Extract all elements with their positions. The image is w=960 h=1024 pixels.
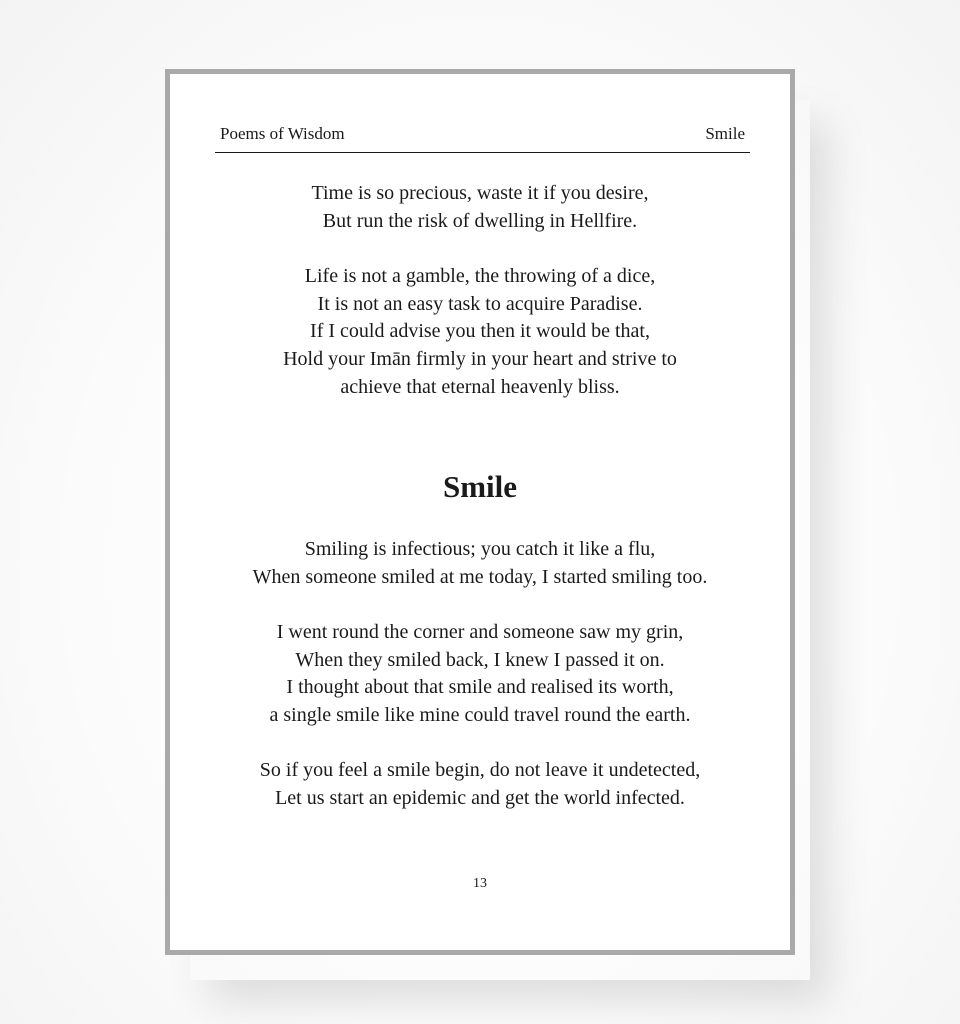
verse-line: Life is not a gamble, the throwing of a dice,	[304, 265, 656, 287]
header-book-title: Poems of Wisdom	[220, 124, 345, 143]
verse-line: It is not an easy task to acquire Paradise.	[317, 292, 643, 315]
verse-line: But run the risk of dwelling in Hellfire.	[322, 209, 638, 232]
poem-stanza-1	[170, 536, 790, 591]
poem-stanza-2	[170, 619, 790, 730]
verse-line: Time is so precious, waste it if you desire,	[311, 182, 649, 204]
verse-line: achieve that eternal heavenly bliss.	[340, 375, 620, 398]
verse-line: When someone smiled at me today, I started smiling too.	[252, 565, 708, 588]
book-page	[165, 69, 795, 955]
poem-title: Smile	[442, 469, 518, 504]
verse-line: I went round the corner and someone saw my grin,	[276, 621, 684, 643]
verse-line: Hold your Imān firmly in your heart and strive to	[283, 348, 677, 371]
verse-line: So if you feel a smile begin, do not leave it undetected,	[259, 759, 701, 781]
previous-poem-stanza-2	[170, 263, 790, 402]
header-section-title: Smile	[705, 124, 745, 143]
verse-line: I thought about that smile and realised its worth,	[286, 676, 674, 699]
running-header	[215, 122, 750, 153]
page-number: 13	[473, 876, 487, 891]
verse-line: a single smile like mine could travel round the earth.	[269, 704, 691, 727]
verse-line: When they smiled back, I knew I passed it on.	[295, 648, 665, 671]
verse-line: Let us start an epidemic and get the world infected.	[275, 786, 685, 809]
previous-poem-stanza-1	[170, 180, 790, 235]
verse-line: If I could advise you then it would be that,	[310, 320, 650, 343]
poem-stanza-3	[170, 757, 790, 812]
verse-line: Smiling is infectious; you catch it like a flu,	[304, 538, 656, 560]
